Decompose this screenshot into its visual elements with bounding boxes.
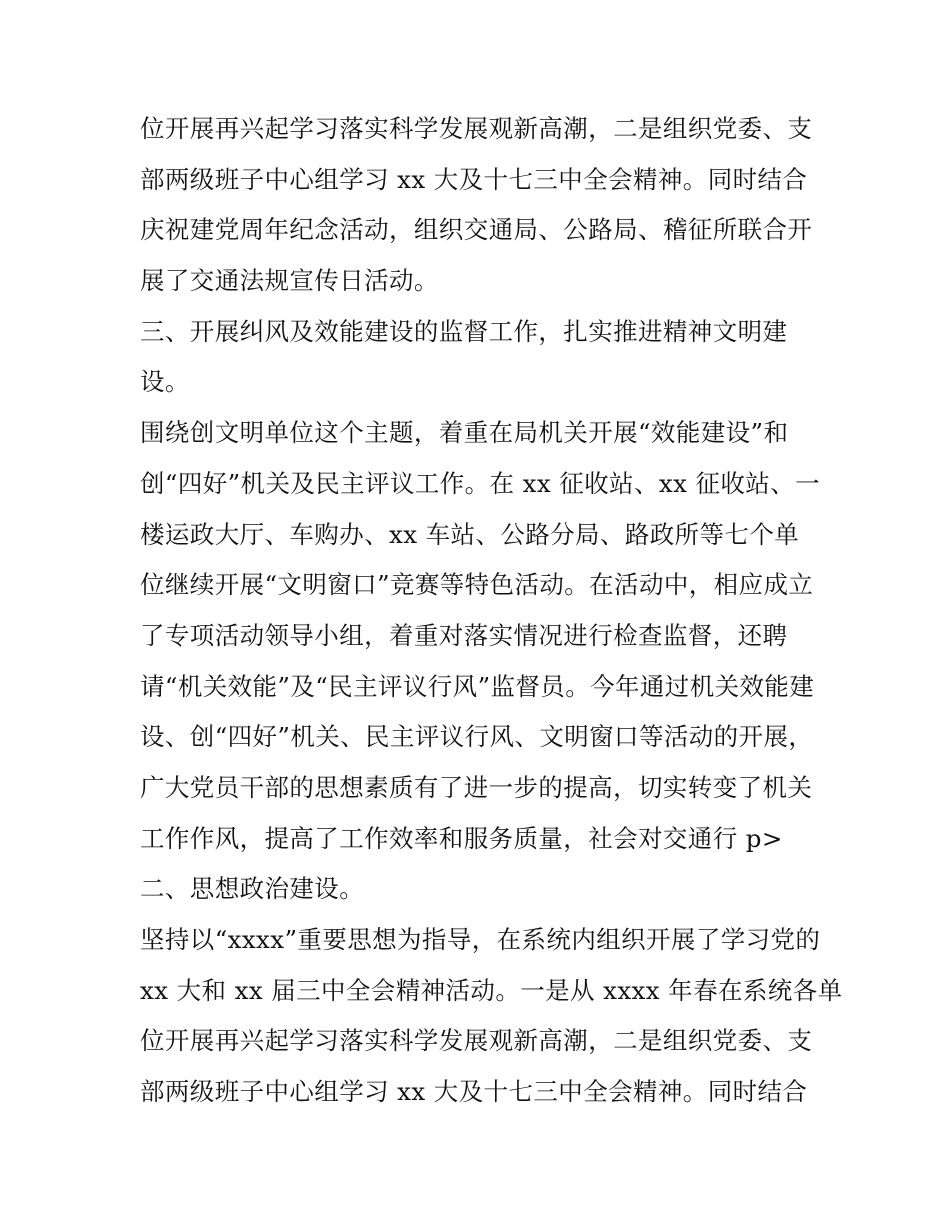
text-line: 了专项活动领导小组，着重对落实情况进行检查监督，还聘 [140, 620, 788, 650]
text-line: 工作作风，提高了工作效率和服务质量，社会对交通行 p> [140, 823, 783, 853]
text-line: 设、创“四好”机关、民主评议行风、文明窗口等活动的开展， [140, 722, 814, 752]
section-heading: 三、开展纠风及效能建设的监督工作，扎实推进精神文明建 [140, 316, 788, 346]
text-line: 庆祝建党周年纪念活动，组织交通局、公路局、稽征所联合开 [140, 215, 813, 245]
section-heading: 设。 [140, 367, 190, 397]
text-line: 展了交通法规宣传日活动。 [140, 266, 439, 296]
text-line: 位开展再兴起学习落实科学发展观新高潮，二是组织党委、支 [140, 114, 813, 143]
text-line: 部两级班子中心组学习 xx 大及十七三中全会精神。同时结合 [140, 1077, 808, 1107]
text-line: xx 大和 xx 届三中全会精神活动。一是从 xxxx 年春在系统各单 [140, 975, 843, 1005]
text-line: 位继续开展“文明窗口”竞赛等特色活动。在活动中，相应成立 [140, 570, 814, 600]
text-line: 广大党员干部的思想素质有了进一步的提高，切实转变了机关 [140, 772, 813, 802]
section-heading: 二、思想政治建设。 [140, 874, 365, 904]
text-line: 请“机关效能”及“民主评议行风”监督员。今年通过机关效能建 [140, 671, 815, 701]
text-line: 部两级班子中心组学习 xx 大及十七三中全会精神。同时结合 [140, 164, 808, 194]
text-line: 坚持以“xxxx”重要思想为指导，在系统内组织开展了学习党的 [140, 925, 821, 954]
body-text [140, 104, 843, 1118]
text-line: 创“四好”机关及民主评议工作。在 xx 征收站、xx 征收站、一 [140, 468, 820, 498]
text-line: 楼运政大厅、车购办、xx 车站、公路分局、路政所等七个单 [140, 519, 800, 549]
text-line: 围绕创文明单位这个主题，着重在局机关开展“效能建设”和 [140, 418, 789, 448]
text-line: 位开展再兴起学习落实科学发展观新高潮，二是组织党委、支 [140, 1026, 813, 1056]
